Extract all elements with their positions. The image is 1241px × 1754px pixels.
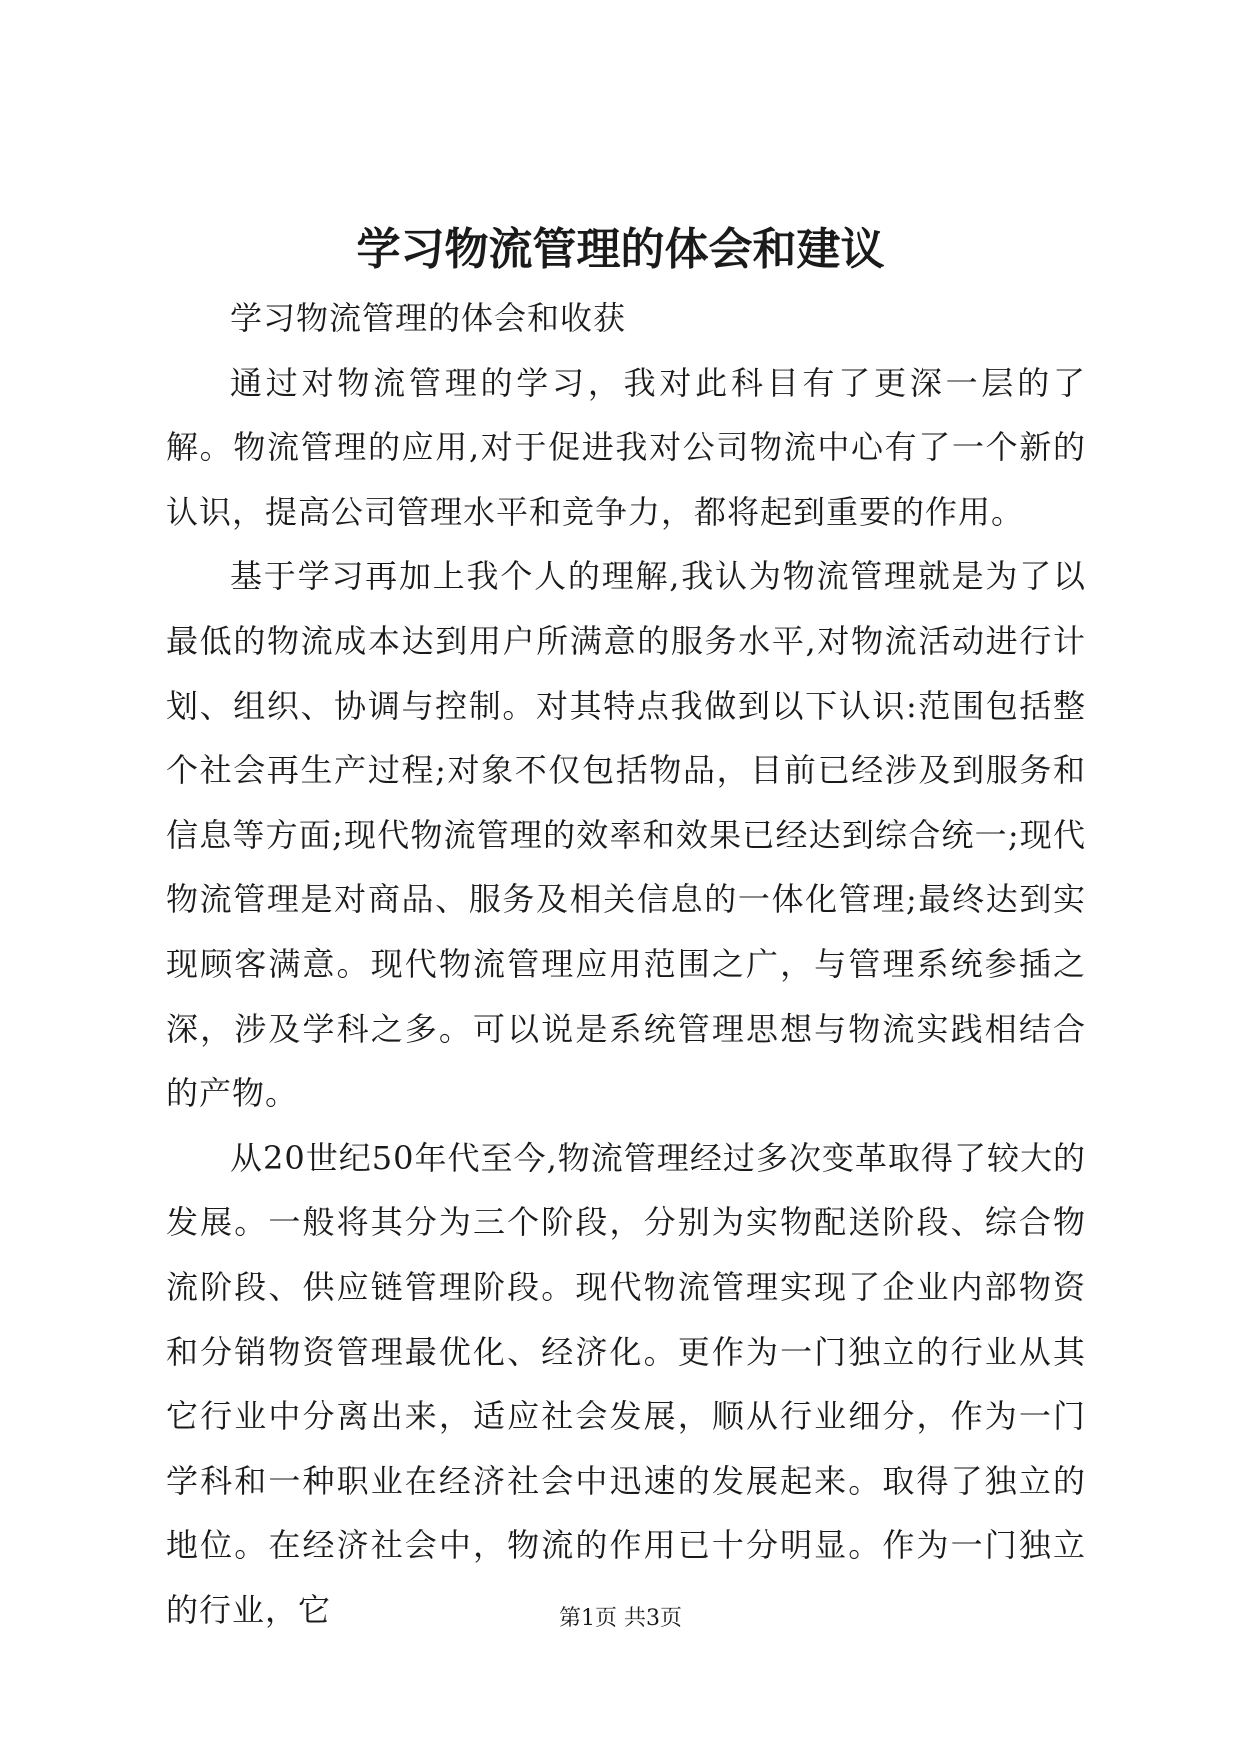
page-number-footer: 第1页 共3页 [559, 1606, 682, 1631]
paragraph-1: 通过对物流管理的学习，我对此科目有了更深一层的了解。物流管理的应用,对于促进我对公司物流中心有了一个新的认识，提高公司管理水平和竞争力，都将起到重要的作用。 [166, 363, 1086, 531]
document-title: 学习物流管理的体会和建议 [356, 224, 885, 275]
paragraph-2: 基于学习再加上我个人的理解,我认为物流管理就是为了以最低的物流成本达到用户所满意的服务水平,对物流活动进行计划、组织、协调与控制。对其特点我做到以下认识:范围包括整个社会再生产过程;对象不仅包括物品，目前已经涉及到服务和信息等方面;现代物流管理的效率和效果已经达到综合统一;现代物流管理是对商品、服务及相关信息的一体化管理;最终达到实现顾客满意。现代物流管理应用范围之广，与管理系统参插之深，涉及学科之多。可以说是系统管理思想与物流实践相结合的产物。 [166, 557, 1086, 1113]
document-body [166, 286, 1086, 1642]
paragraph-3: 从20世纪50年代至今,物流管理经过多次变革取得了较大的发展。一般将其分为三个阶段，分别为实物配送阶段、综合物流阶段、供应链管理阶段。现代物流管理实现了企业内部物资和分销物资管理最优化、经济化。更作为一门独立的行业从其它行业中分离出来，适应社会发展，顺从行业细分，作为一门学科和一种职业在经济社会中迅速的发展起来。取得了独立的地位。在经济社会中，物流的作用已十分明显。作为一门独立的行业，它 [166, 1138, 1086, 1629]
subtitle-paragraph: 学习物流管理的体会和收获 [230, 299, 627, 337]
